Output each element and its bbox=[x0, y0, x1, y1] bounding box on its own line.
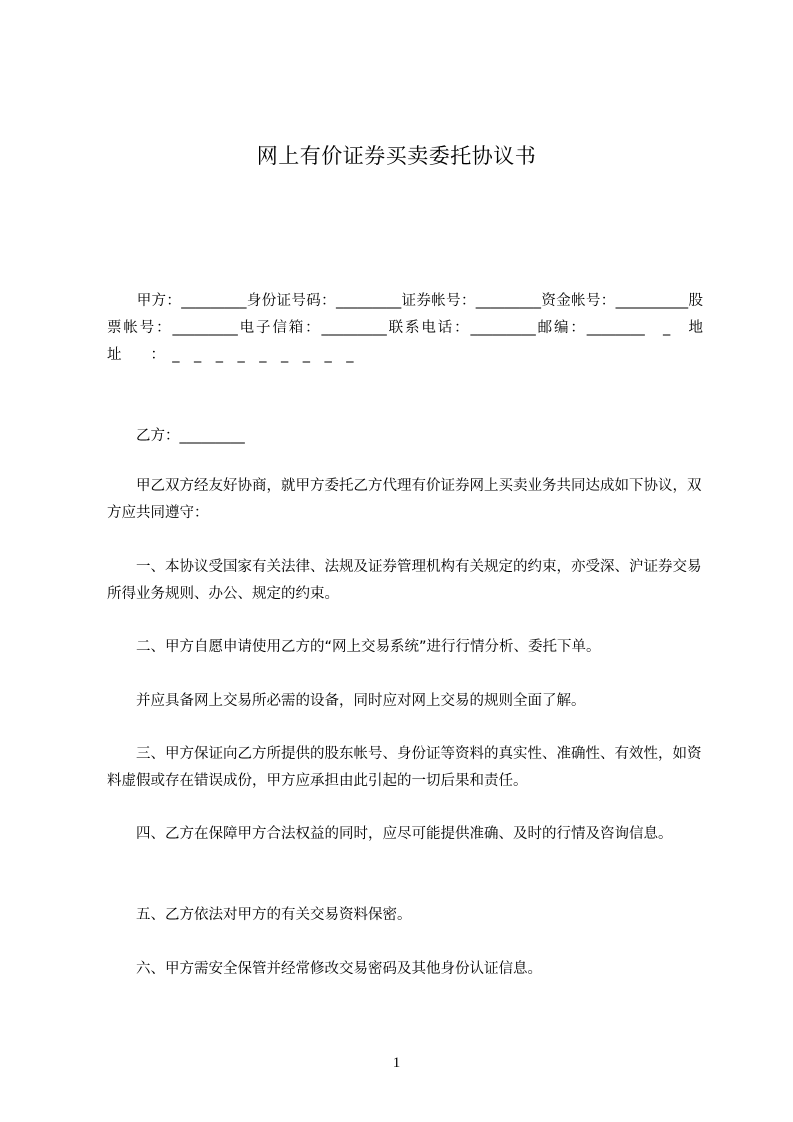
clause-1: 一、本协议受国家有关法律、法规及证券管理机构有关规定的约束，亦受深、沪证券交易所得业务规则、办公、规定的约束。 bbox=[107, 559, 702, 602]
document-title: 网上有价证券买卖委托协议书 bbox=[256, 144, 537, 168]
clause-6: 六、甲方需安全保管并经常修改交易密码及其他身份认证信息。 bbox=[107, 961, 542, 977]
clause-4: 四、乙方在保障甲方合法权益的同时，应尽可能提供准确、及时的行情及咨询信息。 bbox=[107, 826, 673, 842]
intro-paragraph: 甲乙双方经友好协商，就甲方委托乙方代理有价证券网上买卖业务共同达成如下协议，双方应共同遵守： bbox=[107, 478, 702, 521]
clause-2-continued: 并应具备网上交易所必需的设备，同时应对网上交易的规则全面了解。 bbox=[107, 693, 586, 709]
clause-5: 五、乙方依法对甲方的有关交易资料保密。 bbox=[107, 907, 412, 923]
party-b-info: 乙方：_________ bbox=[107, 428, 245, 444]
clause-3: 三、甲方保证向乙方所提供的股东帐号、身份证等资料的真实性、准确性、有效性，如资料虚假或存在错误成份，甲方应承担由此引起的一切后果和责任。 bbox=[107, 746, 702, 789]
party-a-info: 甲方：_________身份证号码：_________证券帐号：_________资金帐号：__________股票帐号：_________电子信箱：_________联系电话：_________邮编：________ _ 地 址 ： _ _ _ _ _ _ _ _ _ bbox=[107, 293, 732, 363]
clause-2: 二、甲方自愿申请使用乙方的“网上交易系统”进行行情分析、委托下单。 bbox=[107, 639, 601, 655]
page-number: 1 bbox=[392, 1055, 401, 1071]
